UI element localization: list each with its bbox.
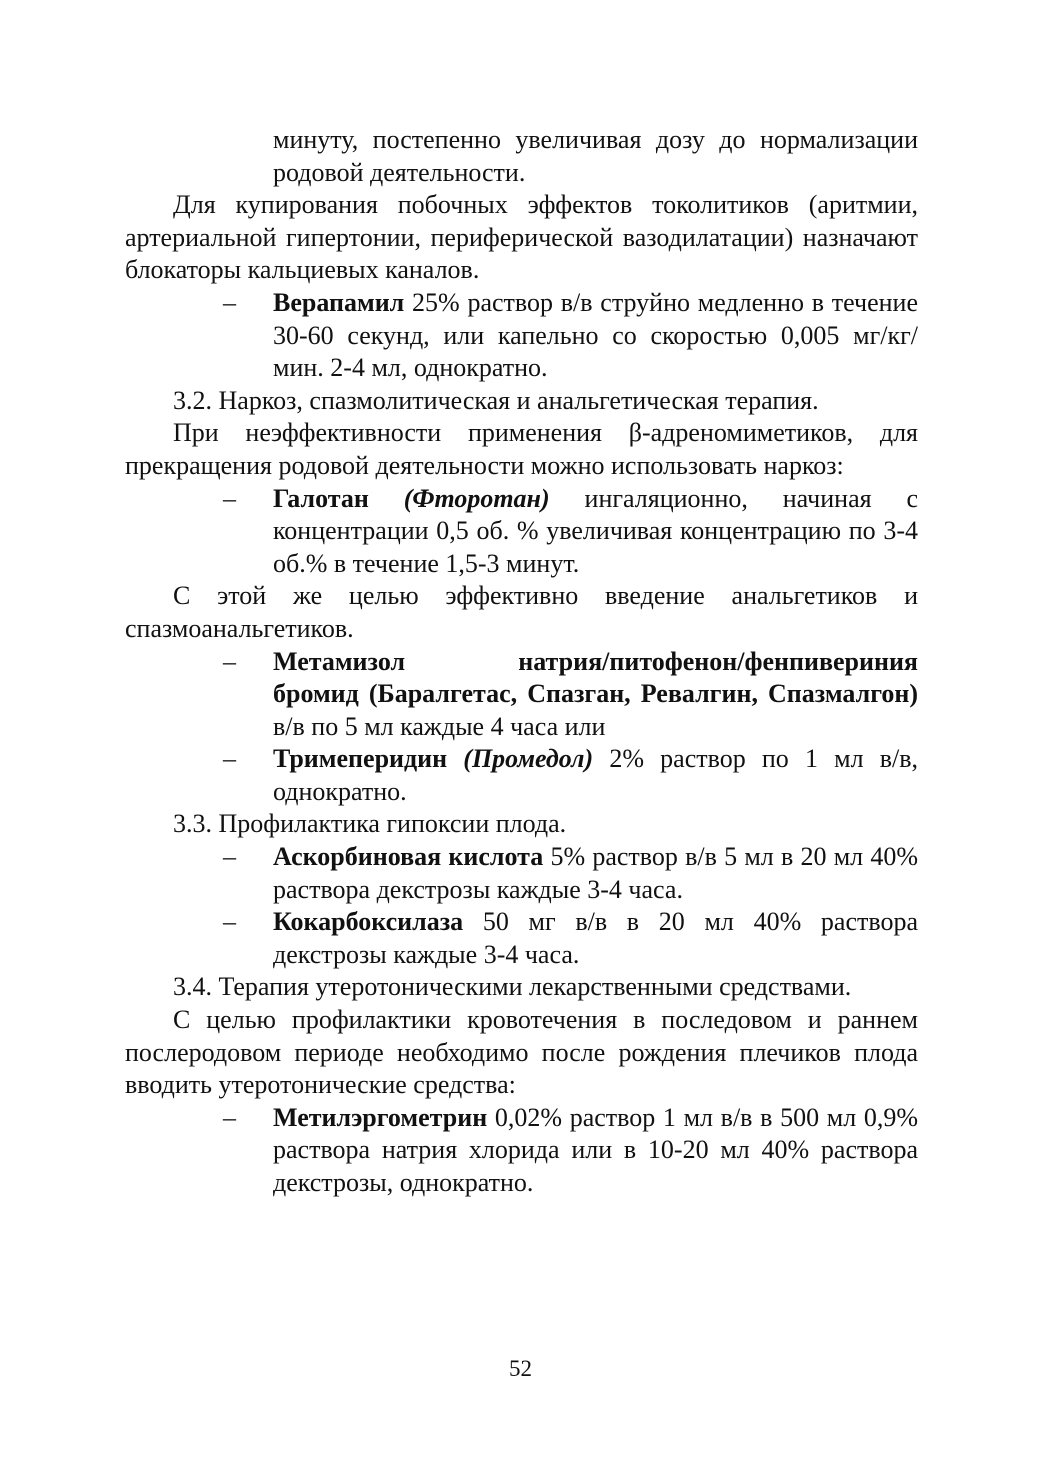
list-item-methylergometrine <box>223 1102 918 1200</box>
drug-dosage: в/в по 5 мл каждые 4 часа или <box>273 711 606 741</box>
paragraph-uterotonics: С целью профилактики кровотечения в последовом и раннем послеродовом периоде необходимо после рождения плечиков плода вводить утеротонические средства: <box>125 1005 918 1100</box>
list-item-cocarboxylase <box>223 906 918 971</box>
list-dash: – <box>223 483 236 513</box>
list-dash: – <box>223 646 236 676</box>
page-body <box>125 124 918 1200</box>
list-item-halothane <box>223 483 918 581</box>
drug-dosage: 2% раствор по 1 мл в/в, однократно. <box>273 744 918 806</box>
list-item-ascorbic-acid <box>223 841 918 906</box>
continued-text: минуту, постепенно увеличивая дозу до нормализации родовой деятельности. <box>273 125 918 187</box>
drug-name: Аскорбиновая кислота <box>273 842 544 872</box>
drug-name: Тримеперидин <box>273 744 448 774</box>
drug-dosage: 25% раствор в/в струйно медленно в течение 30-60 секунд, или капельно со скоростью 0,005 мг/кг/мин. 2-4 мл, однократно. <box>273 287 918 383</box>
drug-name: Метилэргометрин <box>273 1102 488 1132</box>
drug-dosage: 5% раствор в/в 5 мл в 20 мл 40% раствора декстрозы каждые 3-4 часа. <box>273 842 918 904</box>
list-dash: – <box>223 287 236 317</box>
list-item-trimeperidine <box>223 743 918 808</box>
drug-name: Кокарбоксилаза <box>273 907 464 937</box>
drug-dosage: 50 мг в/в в 20 мл 40% раствора декстрозы каждые 3-4 часа. <box>273 907 918 969</box>
list-dash: – <box>223 744 236 774</box>
section-heading-3-4: 3.4. Терапия утеротоническими лекарственными средствами. <box>173 972 852 1002</box>
section-heading-3-3: 3.3. Профилактика гипоксии плода. <box>173 809 567 839</box>
drug-name-rest: бромид (Баралгетас, Спазган, Ревалгин, Спазмалгон) <box>273 679 918 709</box>
paragraph-analgesics: С этой же целью эффективно введение анальгетиков и спазмоанальгетиков. <box>125 581 918 643</box>
drug-name: Галотан <box>273 483 369 513</box>
paragraph-side-effects: Для купирования побочных эффектов токолитиков (аритмии, артериальной гипертонии, периферической вазодилатации) назначают блокаторы кальциевых каналов. <box>125 190 918 285</box>
drug-name: Верапамил <box>273 287 405 317</box>
drug-dosage: 0,02% раствор 1 мл в/в в 500 мл 0,9% раствора натрия хлорида или в 10-20 мл 40% раствора декстрозы, однократно. <box>273 1102 918 1197</box>
list-dash: – <box>223 907 236 937</box>
drug-name-line1: Метамизол натрия/питофенон/фенпивериния <box>273 646 918 676</box>
page-number: 52 <box>509 1356 532 1381</box>
section-heading-3-2: 3.2. Наркоз, спазмолитическая и анальгетическая терапия. <box>173 385 819 415</box>
list-dash: – <box>223 842 236 872</box>
drug-trade-name: (Фторотан) <box>403 483 550 513</box>
list-item-verapamil <box>223 287 918 385</box>
paragraph-anesthesia: При неэффективности применения β-адреномиметиков, для прекращения родовой деятельности можно использовать наркоз: <box>125 418 918 480</box>
list-item-metamizole <box>223 646 918 744</box>
drug-trade-name: (Промедол) <box>463 744 594 774</box>
drug-dosage: ингаляционно, начиная с концентрации 0,5 об. % увеличивая концентрацию по 3-4 об.% в течение 1,5-3 минут. <box>273 483 918 578</box>
list-dash: – <box>223 1102 236 1132</box>
